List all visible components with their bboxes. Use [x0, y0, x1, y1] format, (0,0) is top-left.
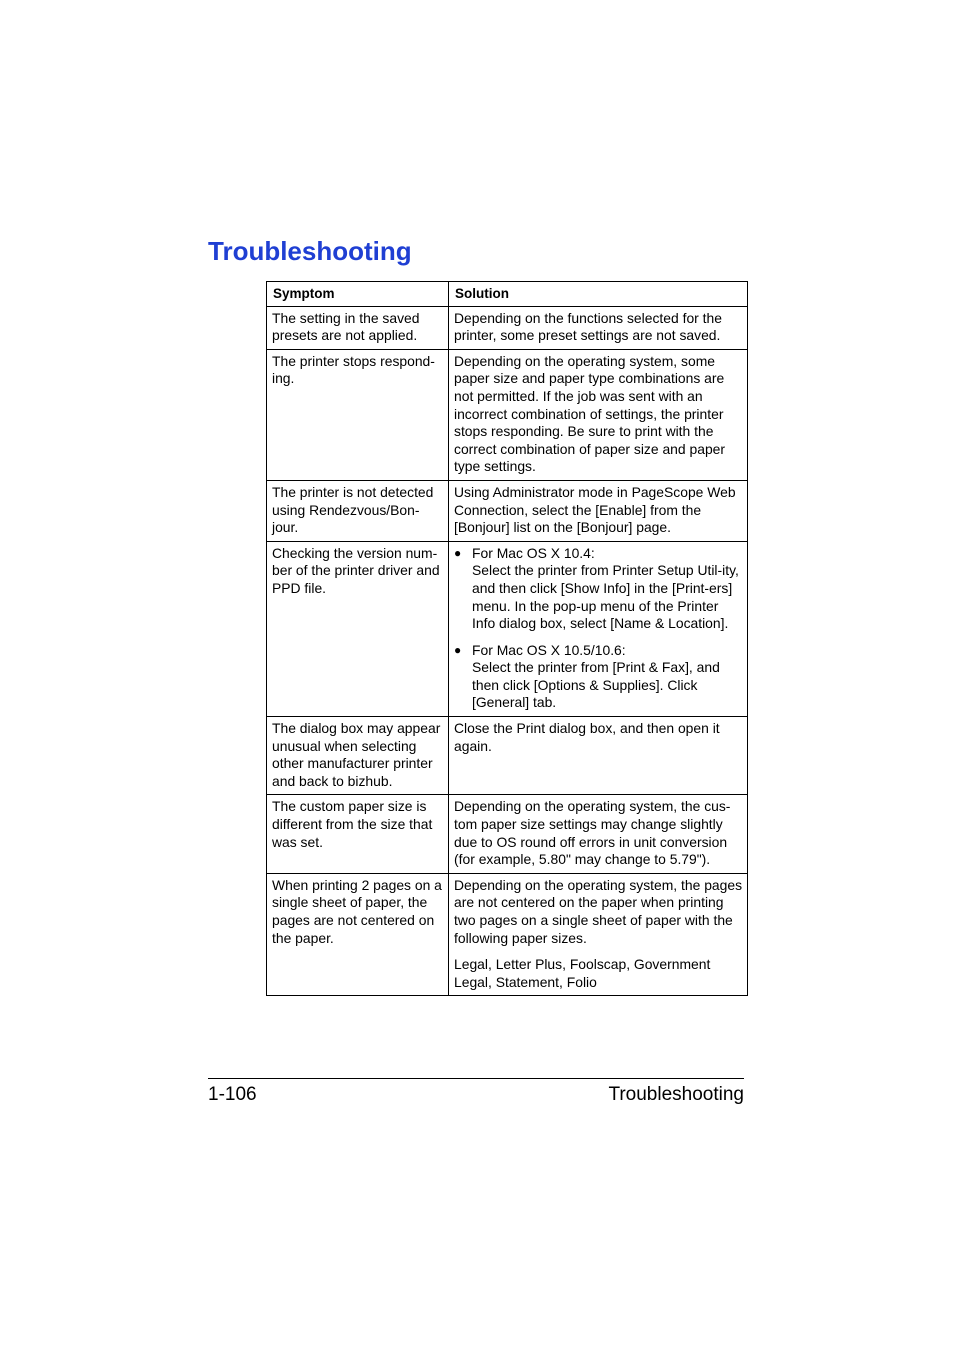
table-row: [267, 873, 748, 996]
table-header-row: [267, 282, 748, 307]
bullet-title: For Mac OS X 10.5/10.6:: [472, 641, 626, 658]
solution-cell: [449, 480, 748, 541]
symptom-cell: The printer stops respond-ing.: [267, 349, 449, 480]
footer-divider: [208, 1078, 744, 1079]
table-row: [267, 349, 748, 480]
solution-text: Using Administrator mode in PageScope Web Connection, select the [Enable] from the [Bonjour] list on the [Bonjour] page.: [454, 483, 736, 536]
troubleshooting-table: [266, 281, 748, 996]
solution-cell: [449, 873, 748, 996]
table-row: [267, 480, 748, 541]
solution-cell: [449, 349, 748, 480]
solution-text: Depending on the operating system, the cus-tom paper size settings may change slightly due to OS round off errors in unit conversion (for example, 5.80" may change to 5.79").: [454, 798, 731, 868]
symptom-cell: Checking the version num-ber of the printer driver and PPD file.: [267, 541, 449, 716]
footer-section-title: Troubleshooting: [608, 1084, 744, 1105]
solution-text: Close the Print dialog box, and then open it again.: [454, 720, 720, 754]
solution-cell: [449, 306, 748, 349]
symptom-cell: The setting in the saved presets are not applied.: [267, 306, 449, 349]
symptom-column-header: Symptom: [267, 282, 449, 307]
bullet-body: Select the printer from Printer Setup Util-ity, and then click [Show Info] in the [Print-ers] menu. In the pop-up menu of the Printer Info dialog box, select [Name & Location].: [472, 562, 739, 632]
footer-page-number: 1-106: [208, 1084, 257, 1105]
solution-cell: [449, 795, 748, 873]
solution-cell: [449, 717, 748, 795]
bullet-dot-icon: ●: [454, 545, 462, 560]
symptom-cell: When printing 2 pages on a single sheet of paper, the pages are not centered on the paper.: [267, 873, 449, 996]
bullet-list-item: [454, 642, 744, 712]
table-row: [267, 795, 748, 873]
solution-text: Legal, Letter Plus, Foolscap, Government Legal, Statement, Folio: [454, 956, 711, 990]
table-row: [267, 306, 748, 349]
symptom-cell: The custom paper size is different from the size that was set.: [267, 795, 449, 873]
solution-text: Depending on the operating system, some paper size and paper type combinations are not permitted. If the job was sent with an incorrect combination of settings, the printer stops responding. Be sure to print with the correct combination of paper size and paper type settings.: [454, 352, 726, 475]
bullet-list-item: [454, 545, 744, 633]
symptom-cell: The printer is not detected using Rendezvous/Bon-jour.: [267, 480, 449, 541]
table-row: [267, 717, 748, 795]
table-row: [267, 541, 748, 716]
solution-cell: [449, 541, 748, 716]
solution-text: Depending on the operating system, the pages are not centered on the paper when printing two pages on a single sheet of paper with the following paper sizes.: [454, 876, 743, 946]
bullet-dot-icon: ●: [454, 642, 462, 657]
page-title: Troubleshooting: [208, 236, 412, 266]
bullet-title: For Mac OS X 10.4:: [472, 544, 595, 561]
solution-column-header: Solution: [449, 282, 748, 307]
symptom-cell: The dialog box may appear unusual when selecting other manufacturer printer and back to bizhub.: [267, 717, 449, 795]
bullet-body: Select the printer from [Print & Fax], and then click [Options & Supplies]. Click [General] tab.: [472, 659, 720, 711]
solution-text: Depending on the functions selected for the printer, some preset settings are not saved.: [454, 309, 722, 344]
